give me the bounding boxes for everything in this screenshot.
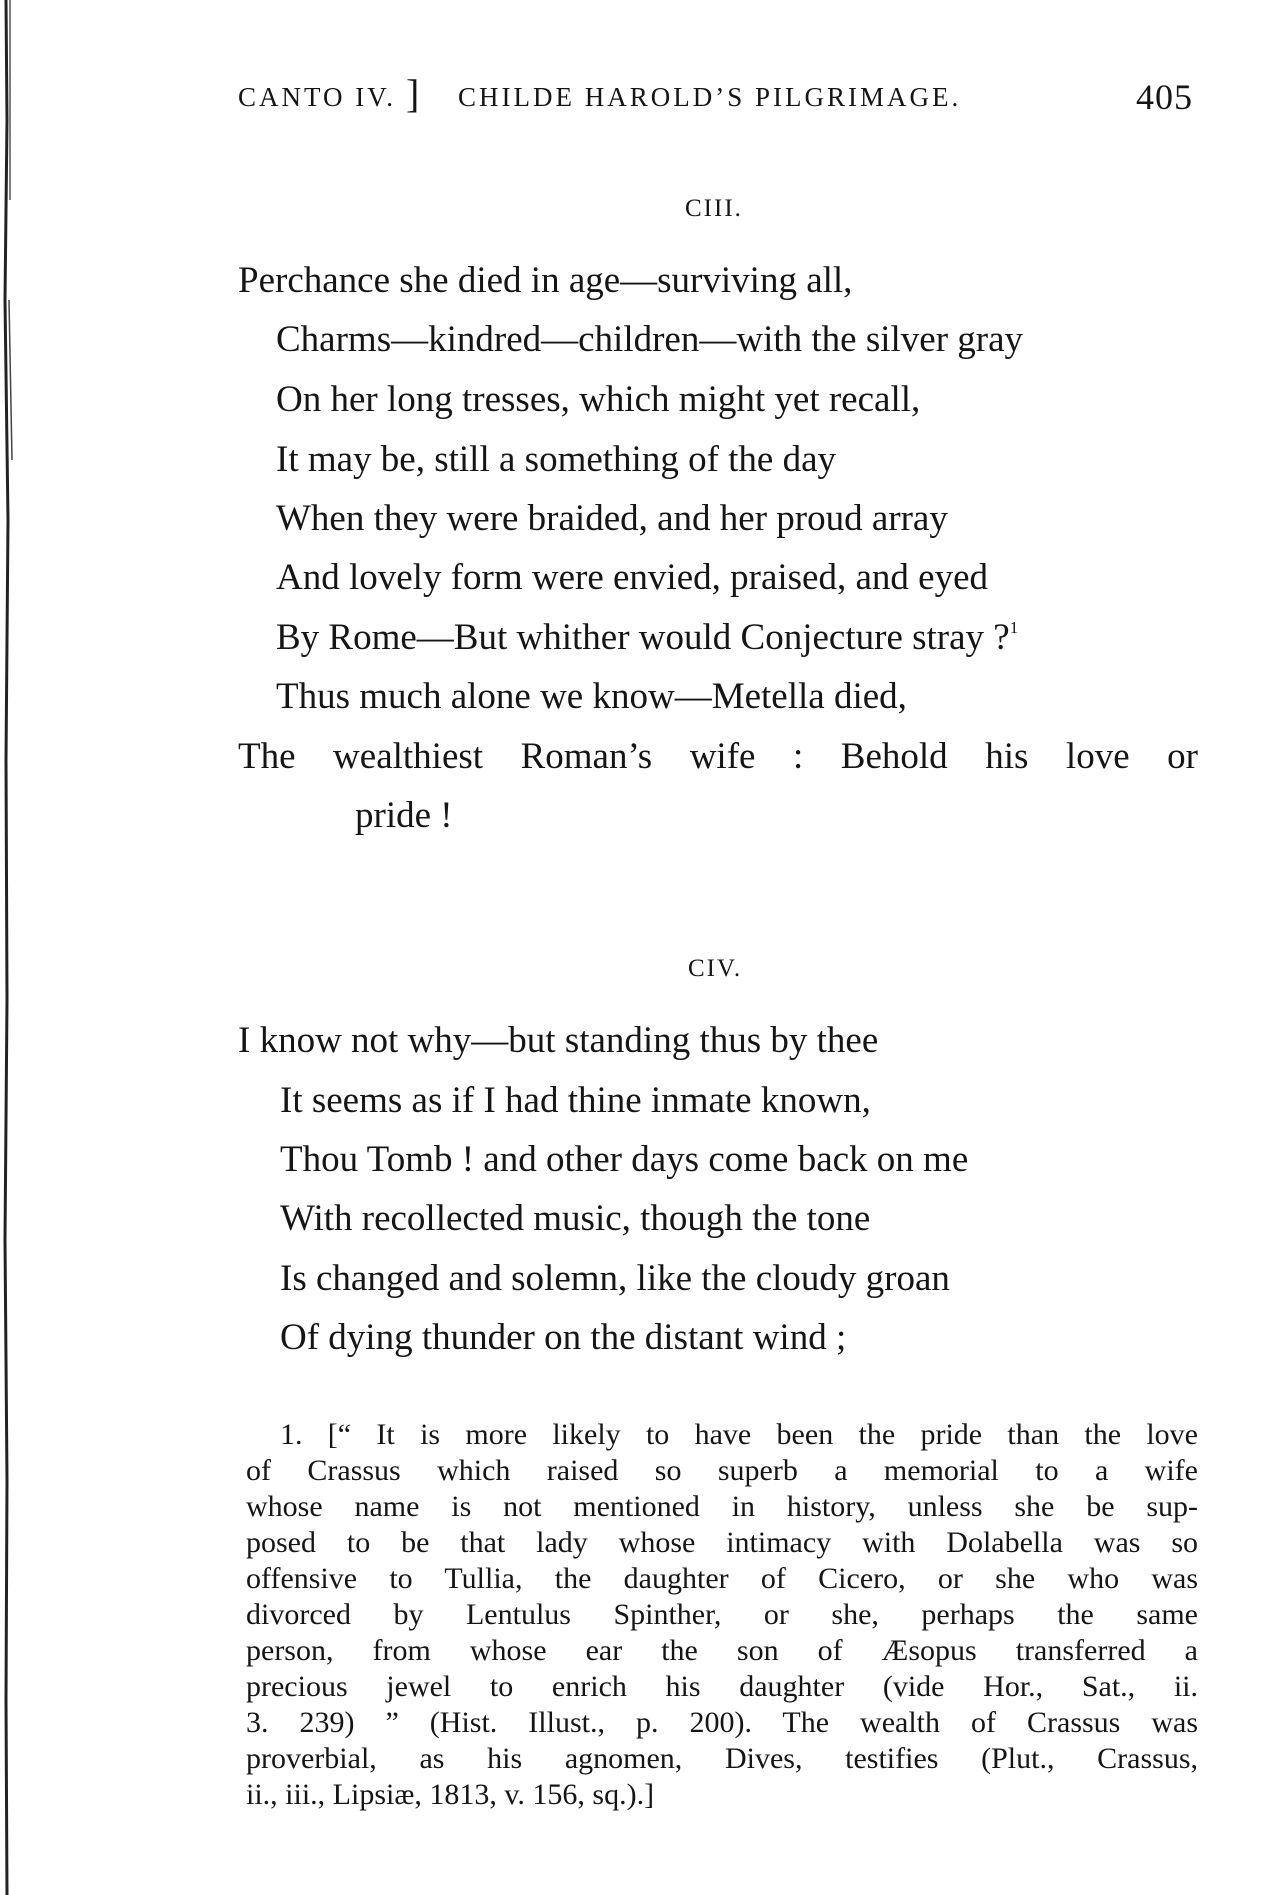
verse-line: The wealthiest Roman’s wife : Behold his love or	[238, 736, 1198, 777]
verse-line-text: By Rome—But whither would Conjecture stray ?	[276, 617, 1010, 658]
footnote-line: 1. [“ It is more likely to have been the pride than the love	[280, 1418, 1198, 1451]
running-head-bracket: ]	[406, 71, 420, 116]
verse-line: Is changed and solemn, like the cloudy groan	[280, 1258, 950, 1299]
verse-line: Charms—kindred—children—with the silver gray	[276, 319, 1024, 360]
verse-line: With recollected music, though the tone	[280, 1198, 871, 1239]
verse-line: It seems as if I had thine inmate known,	[280, 1080, 871, 1121]
page-number: 405	[1136, 77, 1193, 117]
verse-line: Perchance she died in age—surviving all,	[238, 260, 853, 301]
verse-line-continuation: pride !	[355, 795, 453, 836]
verse-line: I know not why—but standing thus by thee	[238, 1020, 879, 1061]
verse-line: And lovely form were envied, praised, and eyed	[276, 557, 988, 598]
stanza-numeral-ciii: CIII.	[685, 195, 743, 222]
footnote-line: proverbial, as his agnomen, Dives, testifies (Plut., Crassus,	[246, 1742, 1198, 1775]
footnote-line: of Crassus which raised so superb a memorial to a wife	[246, 1454, 1198, 1487]
verse-line: On her long tresses, which might yet recall,	[276, 379, 921, 420]
verse-line: Thou Tomb ! and other days come back on me	[280, 1139, 969, 1180]
footnote-line: precious jewel to enrich his daughter (vide Hor., Sat., ii.	[246, 1670, 1198, 1703]
verse-line: When they were braided, and her proud array	[276, 498, 948, 539]
verse-line: Of dying thunder on the distant wind ;	[280, 1317, 847, 1358]
verse-line: It may be, still a something of the day	[276, 439, 837, 480]
footnote-line: offensive to Tullia, the daughter of Cicero, or she who was	[246, 1562, 1198, 1595]
page-binding-edge	[0, 0, 14, 1895]
running-head-canto: CANTO IV.	[238, 82, 397, 112]
footnote-marker: 1	[1009, 618, 1019, 637]
footnote-line: posed to be that lady whose intimacy with Dolabella was so	[246, 1526, 1198, 1559]
footnote-line: whose name is not mentioned in history, unless she be sup-	[246, 1490, 1198, 1523]
running-head-title: CHILDE HAROLD’S PILGRIMAGE.	[458, 82, 962, 112]
footnote-line: divorced by Lentulus Spinther, or she, perhaps the same	[246, 1598, 1198, 1631]
stanza-numeral-civ: CIV.	[688, 955, 743, 982]
footnote-line: 3. 239) ” (Hist. Illust., p. 200). The wealth of Crassus was	[246, 1706, 1198, 1739]
footnote-line: ii., iii., Lipsiæ, 1813, v. 156, sq.).]	[246, 1778, 655, 1811]
footnote-line: person, from whose ear the son of Æsopus transferred a	[246, 1634, 1198, 1667]
verse-line: Thus much alone we know—Metella died,	[276, 676, 907, 717]
verse-line-with-footnote	[276, 619, 1018, 656]
